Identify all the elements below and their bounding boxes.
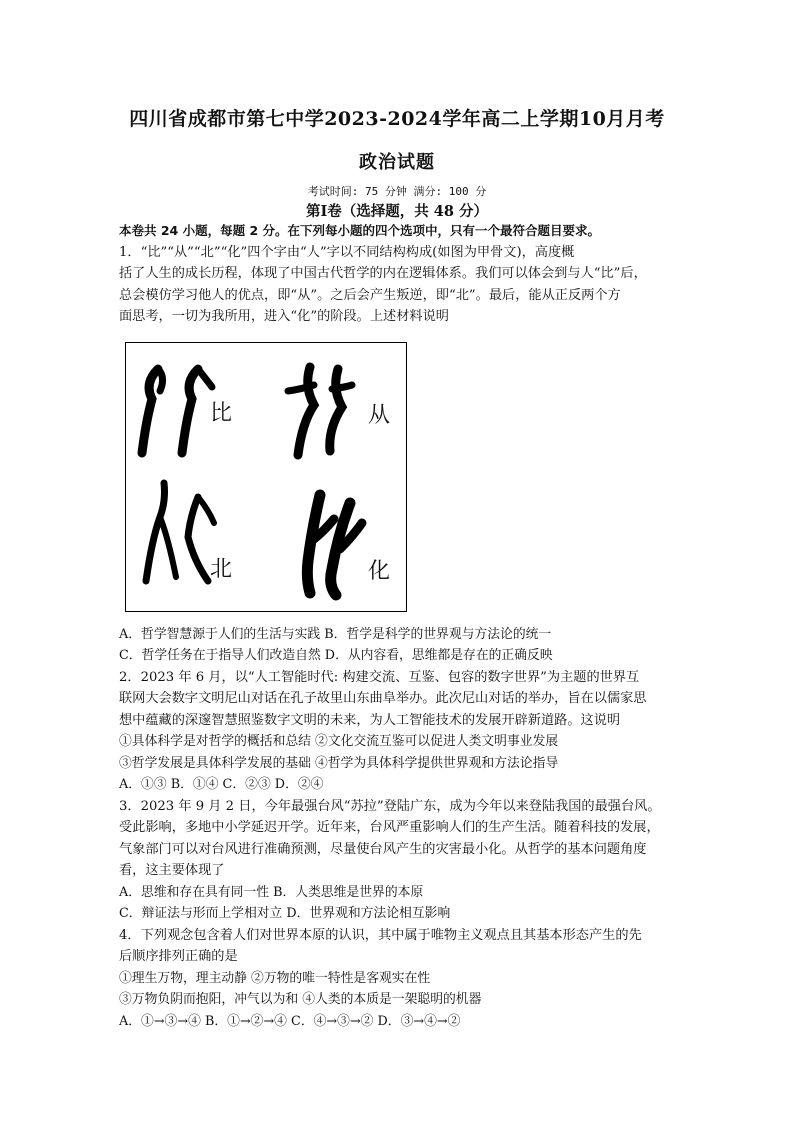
content: [119, 220, 681, 1032]
question-stem-line: 总会模仿学习他人的优点，即“从”。之后会产生叛逆，即“北”。最后，能从正反两个方: [119, 287, 621, 303]
question-stem-line: 联网大会数字文明尼山对话在孔子故里山东曲阜举办。此次尼山对话的举办，旨在以儒家思: [119, 691, 647, 706]
question-stem-line: 看，这主要体现了: [119, 863, 225, 878]
oracle-glyph-hua: [298, 489, 391, 601]
question-stem-line: 4．下列观念包含着人们对世界本原的认识，其中属于唯物主义观点且其基本形态产生的先: [119, 927, 642, 943]
question-option-line: A．①③ B．①④ C．②③ D．②④: [119, 777, 324, 792]
question-3: [119, 796, 681, 925]
question-stem-line: 气象部门可以对台风进行准确预测，尽量使台风产生的灾害最小化。从哲学的基本问题角度: [119, 841, 647, 857]
question-stem-line: 受此影响，多地中小学延迟开学。近年来，台风严重影响人们的生产生活。随着科技的发展，: [119, 820, 660, 835]
question-option-line: ①具体科学是对哲学的概括和总结 ②文化交流互鉴可以促进人类文明事业发展: [119, 734, 559, 749]
question-option-line: ③哲学发展是具体科学发展的基础 ④哲学为具体科学提供世界观和方法论指导: [119, 755, 559, 771]
question-option-line: C．辩证法与形而上学相对立 D．世界观和方法论相互影响: [119, 906, 451, 921]
exam-subtitle: 政治试题: [359, 152, 435, 173]
glyph-label-bi: 比: [210, 400, 233, 426]
question-option-line: A．①→③→④ B．①→②→④ C．④→③→② D．③→④→②: [119, 1013, 461, 1029]
section-title: 第Ⅰ卷（选择题，共 48 分）: [305, 203, 489, 220]
question-option-line: A．哲学智慧源于人们的生活与实践 B．哲学是科学的世界观与方法论的统一: [119, 626, 552, 642]
question-2: [119, 667, 681, 796]
glyph-label-bei: 北: [210, 556, 233, 582]
question-stem-line: 1．“比”“从”“北”“化”四个字由“人”字以不同结构构成(如图为甲骨文)，高度概: [119, 244, 575, 260]
question-4: [119, 925, 681, 1033]
exam-title: 四川省成都市第七中学2023-2024学年高二上学期10月月考: [129, 108, 665, 130]
oracle-glyph-cong: [280, 359, 376, 463]
oracle-bone-figure: [125, 342, 407, 612]
question-stem-line: 面思考，一切为我所用，进入“化”的阶段。上述材料说明: [119, 309, 449, 324]
glyph-label-hua: 化: [368, 558, 391, 584]
question-option-line: ③万物负阴而抱阳，冲气以为和 ④人类的本质是一架聪明的机器: [119, 992, 482, 1007]
question-stem-line: 后顺序排列正确的是: [119, 949, 238, 964]
question-stem-line: 2．2023 年 6 月，以“人工智能时代: 构建交流、互鉴、包容的数字世界”为主题的世界互: [119, 669, 640, 685]
glyph-label-cong: 从: [368, 402, 391, 428]
question-stem-line: 括了人生的成长历程，体现了中国古代哲学的内在逻辑体系。我们可以体会到与人“比”后，: [119, 266, 647, 281]
question-option-line: A．思维和存在具有同一性 B．人类思维是世界的本原: [119, 884, 424, 900]
exam-info: 考试时间: 75 分钟 满分: 100 分: [307, 185, 487, 198]
question-option-line: C．哲学任务在于指导人们改造自然 D．从内容看，思维都是存在的正确反映: [119, 648, 553, 663]
question-1: [119, 242, 681, 667]
question-stem-line: 想中蕴藏的深邃智慧照鉴数字文明的未来，为人工智能技术的发展开辟新道路。这说明: [119, 712, 621, 728]
question-stem-line: 3．2023 年 9 月 2 日，今年最强台风“苏拉”登陆广东，成为今年以来登陆我国的最强台风。: [119, 798, 661, 814]
section-instructions: 本卷共 24 小题，每题 2 分。在下列每小题的四个选项中，只有一个最符合题目要求。: [119, 223, 601, 238]
question-option-line: ①理生万物，理主动静 ②万物的唯一特性是客观实在性: [119, 970, 431, 986]
